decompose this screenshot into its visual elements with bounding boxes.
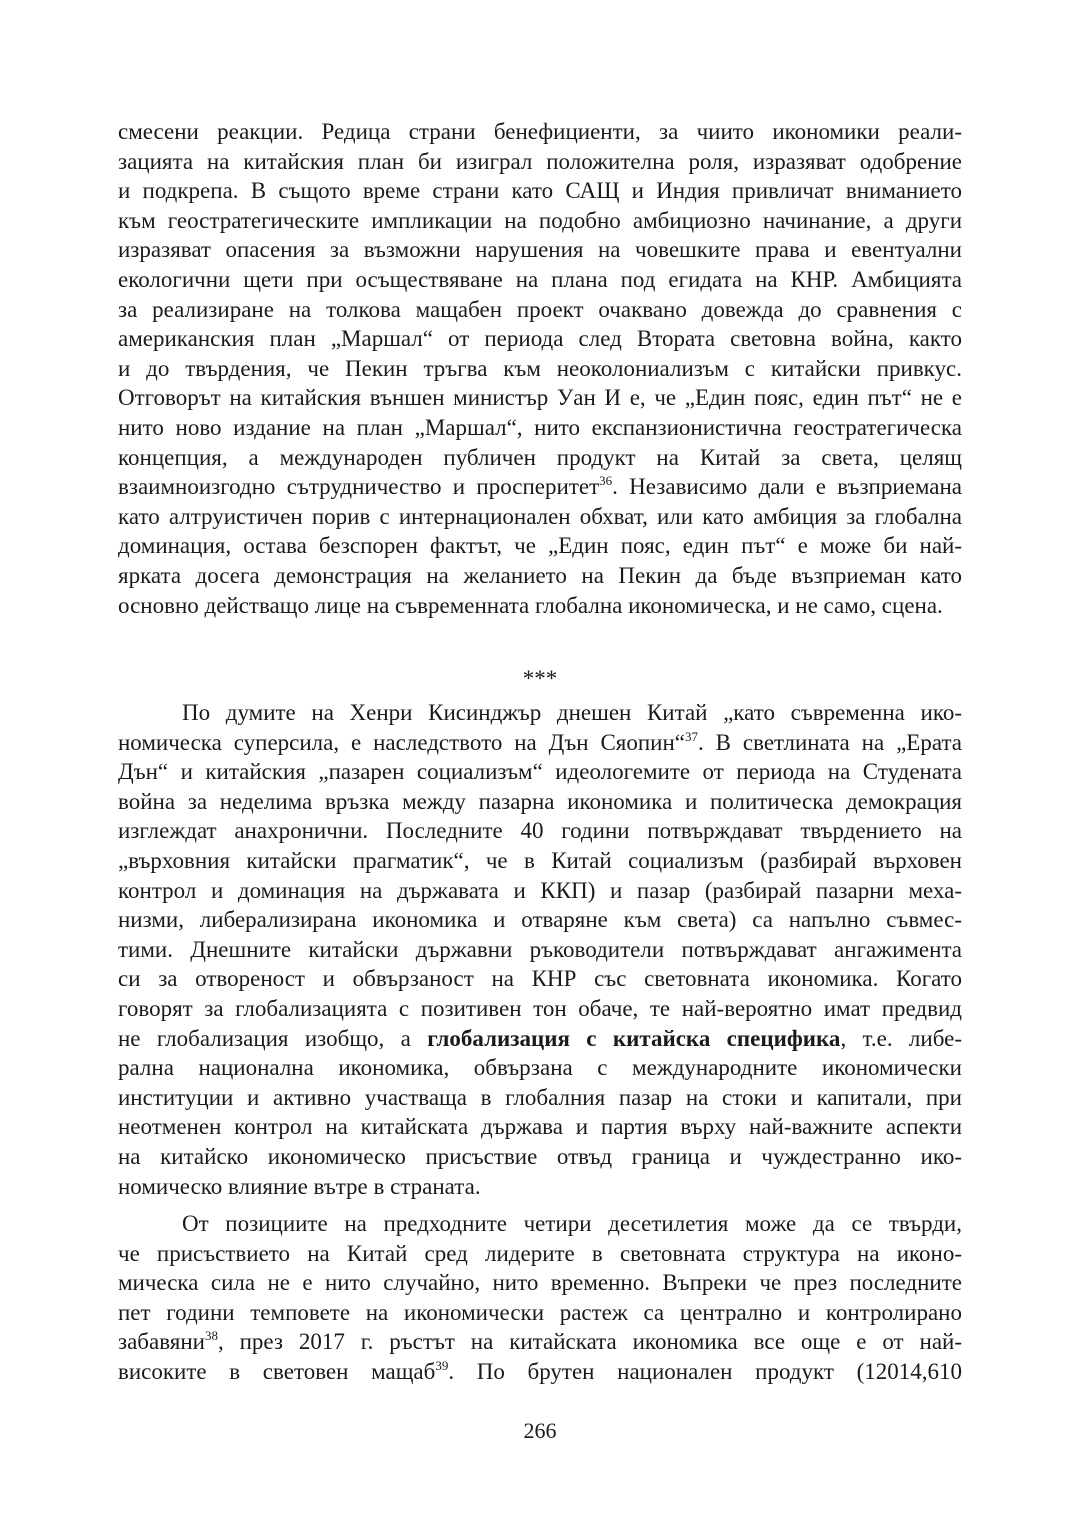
- text-line: говорят за глобализацията с позитивен тон обаче, те най-вероятно имат предвид: [118, 995, 962, 1021]
- text-line: и до твърдения, че Пекин тръгва към неоколониализъм с китайски привкус.: [118, 355, 962, 381]
- page-number: 266: [523, 1418, 557, 1443]
- text-line: Отговорът на китайския външен министър Уан И е, че „Един пояс, един път“ не е: [118, 385, 962, 411]
- text-line: като алтруистичен порив с интернационален обхват, или като амбиция за глобална: [118, 503, 962, 529]
- text-line: и подкрепа. В същото време страни като САЩ и Индия привличат вниманието: [118, 178, 962, 204]
- paragraph-kissinger: [118, 698, 962, 1201]
- text-line: [118, 1357, 962, 1387]
- text-line: нито ново издание на план „Маршал“, нито експанзионистична геостратегическа: [118, 414, 962, 440]
- emphasis-bold: глобализация с китайска специфика: [427, 1025, 841, 1051]
- text-line: „върховния китайски прагматик“, че в Китай социализъм (разбирай върховен: [118, 847, 962, 873]
- footnote-marker[interactable]: 39: [435, 1357, 449, 1373]
- text-line: [118, 1327, 962, 1357]
- text-segment: , т.е. либе-: [840, 1025, 962, 1051]
- text-segment: . В светлината на „Ерата: [698, 729, 962, 755]
- text-segment: . Независимо дали е възприемана: [612, 474, 962, 500]
- text-line: ярката досега демонстрация на желанието на Пекин да бъде възприеман като: [118, 562, 962, 588]
- text-line: пет години темповете на икономически растеж са централно и контролирано: [118, 1299, 962, 1325]
- text-line: американския план „Маршал“ от периода след Втората световна война, както: [118, 326, 962, 352]
- text-line: От позициите на предходните четири десетилетия може да се твърди,: [182, 1211, 962, 1236]
- text-line: тими. Днешните китайски държавни ръководители потвърждават ангажимента: [118, 936, 962, 962]
- section-separator: ***: [522, 666, 558, 691]
- text-line: рална национална икономика, обвързана с международните икономически: [118, 1055, 962, 1081]
- text-line: че присъствието на Китай сред лидерите в световната структура на иконо-: [118, 1240, 962, 1266]
- text-line: низми, либерализирана икономика и отваряне към света) са напълно съвмес-: [118, 907, 962, 933]
- text-line: екологични щети при осъществяване на плана под егидата на КНР. Амбицията: [118, 266, 962, 292]
- paragraph-continuation: [118, 117, 962, 620]
- text-line: [118, 1024, 962, 1054]
- footnote-marker[interactable]: 37: [685, 728, 698, 744]
- footnote-marker[interactable]: 38: [204, 1328, 218, 1344]
- text-line: [118, 728, 962, 758]
- text-line: война за неделима връзка между пазарна икономика и политическа демокрация: [118, 788, 962, 814]
- text-line: си за отвореност и обвързаност на КНР със световната икономика. Когато: [118, 966, 962, 992]
- footnote-marker[interactable]: 36: [599, 473, 613, 489]
- text-segment: високите в световен мащаб: [118, 1358, 436, 1384]
- text-line: за реализиране на толкова мащабен проект очаквано довежда до сравнения с: [118, 296, 962, 322]
- text-line: По думите на Хенри Кисинджър днешен Китай „като съвременна ико-: [182, 700, 962, 725]
- text-segment: , през 2017 г. ръстът на китайската икономика все още е от най-: [217, 1329, 962, 1355]
- text-segment: . По брутен национален продукт (12014,610: [448, 1358, 962, 1384]
- text-line: зацията на китайския план би изиграл положителна роля, изразяват одобрение: [118, 148, 962, 174]
- text-segment: взаимноизгодно сътрудничество и просперитет: [118, 474, 600, 500]
- text-line: към геостратегическите импликации на подобно амбициозно начинание, а други: [118, 207, 962, 233]
- text-line: мическа сила не е нито случайно, нито временно. Въпреки че през последните: [118, 1270, 962, 1296]
- text-line: изглеждат анахронични. Последните 40 години потвърждават твърдението на: [118, 818, 962, 844]
- text-line: контрол и доминация на държавата и ККП) и пазар (разбирай пазарни меха-: [118, 877, 962, 903]
- text-line: концепция, а международен публичен продукт на Китай за света, целящ: [118, 444, 962, 470]
- text-line: основно действащо лице на съвременната глобална икономическа, и не само, сцена.: [118, 592, 943, 618]
- text-line: доминация, остава безспорен фактът, че „Един пояс, един път“ е може би най-: [118, 533, 962, 559]
- text-line: [118, 472, 962, 502]
- text-line: Дън“ и китайския „пазарен социализъм“ идеологемите от периода на Студената: [118, 759, 962, 785]
- text-line: смесени реакции. Редица страни бенефициенти, за чиито икономики реали-: [118, 119, 962, 144]
- text-segment: номическа суперсила, е наследството на Дън Сяопин“: [118, 729, 685, 755]
- text-segment: забавяни: [118, 1329, 205, 1355]
- text-line: на китайско икономическо присъствие отвъд граница и чуждестранно ико-: [118, 1143, 962, 1169]
- text-line: неотменен контрол на китайската държава и партия върху най-важните аспекти: [118, 1114, 962, 1140]
- text-line: изразяват опасения за възможни нарушения на човешките права и евентуални: [118, 237, 962, 263]
- paragraph-four-decades: [118, 1209, 962, 1387]
- text-line: институции и активно участваща в глобалния пазар на стоки и капитали, при: [118, 1084, 962, 1110]
- text-line: номическо влияние вътре в страната.: [118, 1173, 481, 1199]
- text-segment: не глобализация изобщо, а: [118, 1025, 428, 1051]
